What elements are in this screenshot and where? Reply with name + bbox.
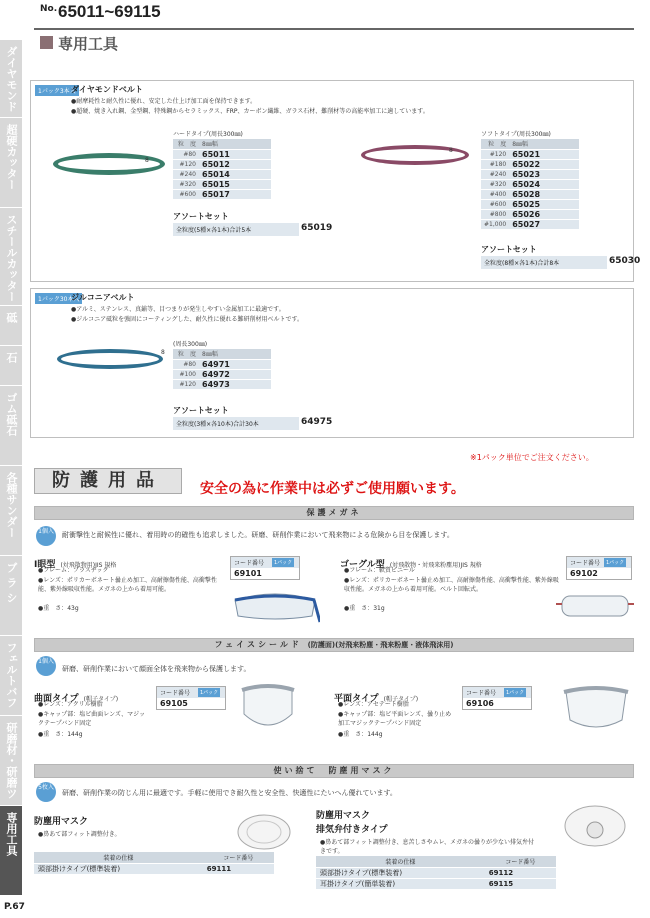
col-code: 8㎜幅 bbox=[509, 139, 579, 149]
item-title: 防塵用マスク bbox=[316, 811, 371, 821]
item-title: I眼型 bbox=[34, 560, 56, 570]
col-code: コード番号 bbox=[203, 852, 274, 863]
mask-valve-code-table bbox=[316, 856, 556, 890]
code-cell: 64972 bbox=[199, 369, 271, 379]
hard-type-label: ハードタイプ(周長300㎜) bbox=[173, 131, 243, 138]
assort-text: 全粒度(3種×各10本)合計30本 bbox=[176, 421, 259, 428]
pack-pill: 1個入 bbox=[36, 656, 56, 676]
spec-line: ●フレーム：軟質ビニール bbox=[344, 567, 415, 574]
grit-cell: #120 bbox=[173, 159, 199, 169]
assort-row bbox=[481, 256, 607, 269]
table-row bbox=[173, 359, 271, 369]
side-tab-whetstone-1[interactable]: 砥 bbox=[0, 306, 22, 346]
grit-cell: #240 bbox=[481, 169, 509, 179]
spec-cell: 頭部掛けタイプ(標準装着) bbox=[316, 867, 485, 878]
col-grit: 粒 度 bbox=[173, 139, 199, 149]
code-cell: 69115 bbox=[485, 878, 556, 889]
item-title: 防塵用マスク bbox=[34, 817, 89, 827]
goggles-section-bar: 保護メガネ bbox=[34, 506, 634, 520]
col-grit: 粒 度 bbox=[173, 349, 199, 359]
spec-line: ●キャップ部：塩ビ曲面レンズ、マジックテープバンド固定 bbox=[38, 711, 146, 727]
code-cell: 69111 bbox=[203, 863, 274, 874]
item-subtitle: (対飛散物用)JIS 規格 bbox=[60, 562, 117, 569]
face-shield-desc: 研磨、研削作業において顔面全体を飛来物から保護します。 bbox=[62, 665, 251, 673]
assort-title: アソートセット bbox=[173, 406, 229, 415]
assort-title: アソートセット bbox=[481, 245, 537, 254]
item-title: ゴーグル型 bbox=[340, 560, 385, 570]
grit-cell: #1,000 bbox=[481, 219, 509, 229]
goggle-type-image bbox=[556, 588, 634, 622]
catalog-number-range: 65011~69115 bbox=[58, 2, 161, 21]
code-cell: 65023 bbox=[509, 169, 579, 179]
spec-line: ●重 さ：31g bbox=[344, 605, 385, 612]
code-head: コード番号 bbox=[157, 687, 225, 698]
table-row bbox=[316, 867, 556, 878]
item-subtitle: (帽子タイプ) bbox=[83, 696, 119, 703]
safety-section-title: 防護用品 bbox=[34, 468, 182, 494]
product-code: 69105 bbox=[160, 699, 188, 708]
spec-line: ●鼻あて部フィット調整付き、息苦しさやムレ、メガネの曇りが少ない排気弁付きです。 bbox=[320, 839, 535, 855]
item-subtitle: (対飛散物・対飛来粉塵用)JIS 規格 bbox=[389, 562, 482, 569]
zirconia-length-label: (周長300㎜) bbox=[173, 341, 208, 348]
width-mark: 8 bbox=[449, 147, 453, 154]
section-title: フェイスシールド bbox=[214, 640, 302, 649]
diamond-belt-panel bbox=[30, 80, 641, 282]
spec-line: ●フレーム：プラスチック bbox=[38, 567, 109, 574]
code-cell: 65026 bbox=[509, 209, 579, 219]
mask-desc: 研磨、研削作業の防じん用に最適です。手軽に使用でき耐久性と安全性、快適性にたいへん優れています。 bbox=[62, 789, 397, 797]
product-code: 69102 bbox=[570, 569, 598, 578]
code-head: コード番号 bbox=[231, 557, 299, 568]
code-cell: 65028 bbox=[509, 189, 579, 199]
pack-tag: 1パック bbox=[506, 690, 525, 696]
assort-title: アソートセット bbox=[173, 212, 229, 221]
col-code: 8㎜幅 bbox=[199, 349, 271, 359]
spec-cell: 耳掛けタイプ(簡単装着) bbox=[316, 878, 485, 889]
assort-text: 全粒度(5種×各1本)合計5本 bbox=[176, 227, 252, 234]
dust-mask-image bbox=[236, 810, 292, 850]
code-cell: 64973 bbox=[199, 379, 271, 389]
table-row bbox=[173, 379, 271, 389]
spec-cell: 頭部掛けタイプ(標準装着) bbox=[34, 863, 203, 874]
item-subtitle: (帽子タイプ) bbox=[383, 696, 419, 703]
width-mark: 8 bbox=[161, 349, 165, 356]
code-cell: 65017 bbox=[199, 189, 271, 199]
safety-slogan: 安全の為に作業中は必ずご使用願います。 bbox=[200, 481, 465, 497]
assort-row bbox=[173, 417, 299, 430]
spec-line: ●キャップ部：塩ビ平面レンズ、曇り止め加工マジックテープバンド固定 bbox=[338, 711, 452, 727]
page-title: 専用工具 bbox=[58, 35, 119, 53]
table-row bbox=[173, 159, 271, 169]
page-number: P.67 bbox=[4, 902, 25, 912]
grit-cell: #320 bbox=[481, 179, 509, 189]
spec-line: ●レンズ：アセテート樹脂 bbox=[338, 701, 409, 708]
table-row bbox=[481, 199, 579, 209]
header-square-icon bbox=[40, 36, 53, 49]
side-tab-sander[interactable]: 各種サンダー bbox=[0, 466, 22, 556]
code-cell: 65021 bbox=[509, 149, 579, 159]
col-spec: 装着の仕様 bbox=[34, 852, 203, 863]
side-index bbox=[0, 40, 22, 898]
spec-line: ●レンズ：アクリル樹脂 bbox=[38, 701, 103, 708]
code-cell: 69112 bbox=[485, 867, 556, 878]
item-title-2: 排気弁付きタイプ bbox=[316, 825, 388, 835]
table-row bbox=[173, 369, 271, 379]
mask-code-table bbox=[34, 852, 274, 875]
table-row bbox=[481, 189, 579, 199]
table-row bbox=[481, 169, 579, 179]
side-tab-rubber[interactable]: ゴム砥石 bbox=[0, 386, 22, 466]
pack-tag: 1パック bbox=[200, 690, 219, 696]
col-grit: 粒 度 bbox=[481, 139, 509, 149]
spec-line: ●レンズ：ポリカーボネート曇止め加工、高耐擦傷性能、高衝撃性能、紫外線吸収性能。メガネの上から着用可能。ベルト回転式。 bbox=[344, 577, 559, 593]
goggles-desc: 耐衝撃性と耐候性に優れ、着用時の的確性も追求しました。研磨、研削作業において飛来物による危険から目を保護します。 bbox=[62, 531, 454, 539]
side-tab-carbide[interactable]: 超硬カッター bbox=[0, 118, 22, 208]
mask-section-bar: 使い捨て 防塵用マスク bbox=[34, 764, 634, 778]
pack-order-note: ※1パック単位でご注文ください。 bbox=[470, 453, 594, 462]
grit-cell: #800 bbox=[481, 209, 509, 219]
code-cell: 65014 bbox=[199, 169, 271, 179]
code-cell: 65015 bbox=[199, 179, 271, 189]
pack-tag: 1パック bbox=[606, 560, 625, 566]
product-title: ダイヤモンドベルト bbox=[71, 85, 143, 94]
side-tab-whetstone-2[interactable]: 石 bbox=[0, 346, 22, 386]
grit-cell: #120 bbox=[481, 149, 509, 159]
table-row bbox=[481, 179, 579, 189]
spec-line: ●重 さ：43g bbox=[38, 605, 79, 612]
valved-mask-image bbox=[560, 800, 630, 848]
code-head: コード番号 bbox=[463, 687, 531, 698]
section-subtitle: (防護面)(対飛来粉塵・飛来粉塵・液体飛沫用) bbox=[307, 641, 454, 649]
zirconia-belt-image bbox=[57, 349, 163, 369]
pack-tag: 1パック bbox=[274, 560, 293, 566]
code-cell: 65022 bbox=[509, 159, 579, 169]
pack-pill: 1個入 bbox=[36, 526, 56, 546]
item-title: 曲面タイプ bbox=[34, 694, 79, 704]
side-tab-abrasive[interactable]: 研磨材・研磨ツ bbox=[0, 716, 22, 806]
header-divider bbox=[34, 28, 634, 30]
pack-pill: 5枚入 bbox=[36, 782, 56, 802]
spec-line: ●重 さ：144g bbox=[338, 731, 383, 738]
code-cell: 65027 bbox=[509, 219, 579, 229]
flat-face-shield-image bbox=[560, 680, 632, 736]
side-tab-special-tools[interactable]: 専用工具 bbox=[0, 806, 22, 896]
side-tab-felt[interactable]: フェルトバフ bbox=[0, 636, 22, 716]
i-type-glasses-image bbox=[230, 586, 320, 626]
grit-cell: #120 bbox=[173, 379, 199, 389]
item-title: 平面タイプ bbox=[334, 694, 379, 704]
face-shield-section-bar bbox=[34, 638, 634, 652]
pack-badge: 1パック30本入 bbox=[35, 293, 82, 304]
pack-badge: 1パック3本入 bbox=[35, 85, 79, 96]
table-row bbox=[481, 159, 579, 169]
spec-line: ●重 さ：144g bbox=[38, 731, 83, 738]
curved-face-shield-image bbox=[236, 680, 300, 736]
assort-row bbox=[173, 223, 299, 236]
bullet-line: ●アルミ、ステンレス、真鍮等、目つまりが発生しやすい金属加工に最適です。 bbox=[71, 306, 285, 313]
width-mark: 8 bbox=[145, 157, 149, 164]
assort-text: 全粒度(8種×各1本)合計8本 bbox=[484, 260, 560, 267]
grit-cell: #600 bbox=[481, 199, 509, 209]
zirconia-code-table bbox=[173, 349, 271, 390]
table-row bbox=[481, 149, 579, 159]
side-tab-diamond[interactable]: ダイヤモンド bbox=[0, 40, 22, 118]
grit-cell: #240 bbox=[173, 169, 199, 179]
soft-type-label: ソフトタイプ(周長300㎜) bbox=[481, 131, 551, 138]
code-cell: 65024 bbox=[509, 179, 579, 189]
table-row bbox=[173, 149, 271, 159]
grit-cell: #400 bbox=[481, 189, 509, 199]
spec-line: ●鼻あて部フィット調整付き。 bbox=[38, 831, 121, 838]
code-head: コード番号 bbox=[567, 557, 631, 568]
col-spec: 装着の仕様 bbox=[316, 856, 485, 867]
hard-code-table bbox=[173, 139, 271, 200]
grit-cell: #80 bbox=[173, 359, 199, 369]
bullet-line: ●ジルコニア砥粒を強固にコーティングした、耐久性に優れる難研削材用ベルトです。 bbox=[71, 316, 304, 323]
soft-code-table bbox=[481, 139, 579, 230]
code-cell: 65025 bbox=[509, 199, 579, 209]
spec-line: ●レンズ：ポリカーボネート曇止め加工、高耐擦傷性能、高衝撃性能、紫外線吸収性能。メガネの上から着用可能。 bbox=[38, 577, 217, 593]
grit-cell: #80 bbox=[173, 149, 199, 159]
assort-code: 65030 bbox=[609, 256, 641, 266]
code-cell: 65011 bbox=[199, 149, 271, 159]
table-row bbox=[481, 219, 579, 229]
grit-cell: #600 bbox=[173, 189, 199, 199]
product-code: 69106 bbox=[466, 699, 494, 708]
zirconia-belt-panel bbox=[30, 288, 634, 438]
assort-code: 65019 bbox=[301, 223, 333, 233]
side-tab-brush[interactable]: ブ ラ シ bbox=[0, 556, 22, 636]
col-code: コード番号 bbox=[485, 856, 556, 867]
code-cell: 65012 bbox=[199, 159, 271, 169]
col-code: 8㎜幅 bbox=[199, 139, 271, 149]
table-row bbox=[481, 209, 579, 219]
side-tab-steel[interactable]: スチールカッター bbox=[0, 208, 22, 306]
code-cell: 64971 bbox=[199, 359, 271, 369]
table-row bbox=[34, 863, 274, 874]
table-row bbox=[173, 169, 271, 179]
table-row bbox=[316, 878, 556, 889]
table-row bbox=[173, 189, 271, 199]
bullet-line: ●超硬、焼き入れ鋼、金型鋼、特殊鋼からセラミックス、FRP、カーボン繊維、ガラス石材、難削材等の高能率加工に適しています。 bbox=[71, 108, 429, 115]
product-code: 69101 bbox=[234, 569, 262, 578]
grit-cell: #320 bbox=[173, 179, 199, 189]
product-title: ジルコニアベルト bbox=[71, 293, 135, 302]
assort-code: 64975 bbox=[301, 417, 333, 427]
table-row bbox=[173, 179, 271, 189]
grit-cell: #180 bbox=[481, 159, 509, 169]
bullet-line: ●耐摩耗性と耐久性に優れ、安定した仕上げ加工面を保持できます。 bbox=[71, 98, 257, 105]
grit-cell: #100 bbox=[173, 369, 199, 379]
catalog-number-label: No. bbox=[40, 4, 58, 14]
